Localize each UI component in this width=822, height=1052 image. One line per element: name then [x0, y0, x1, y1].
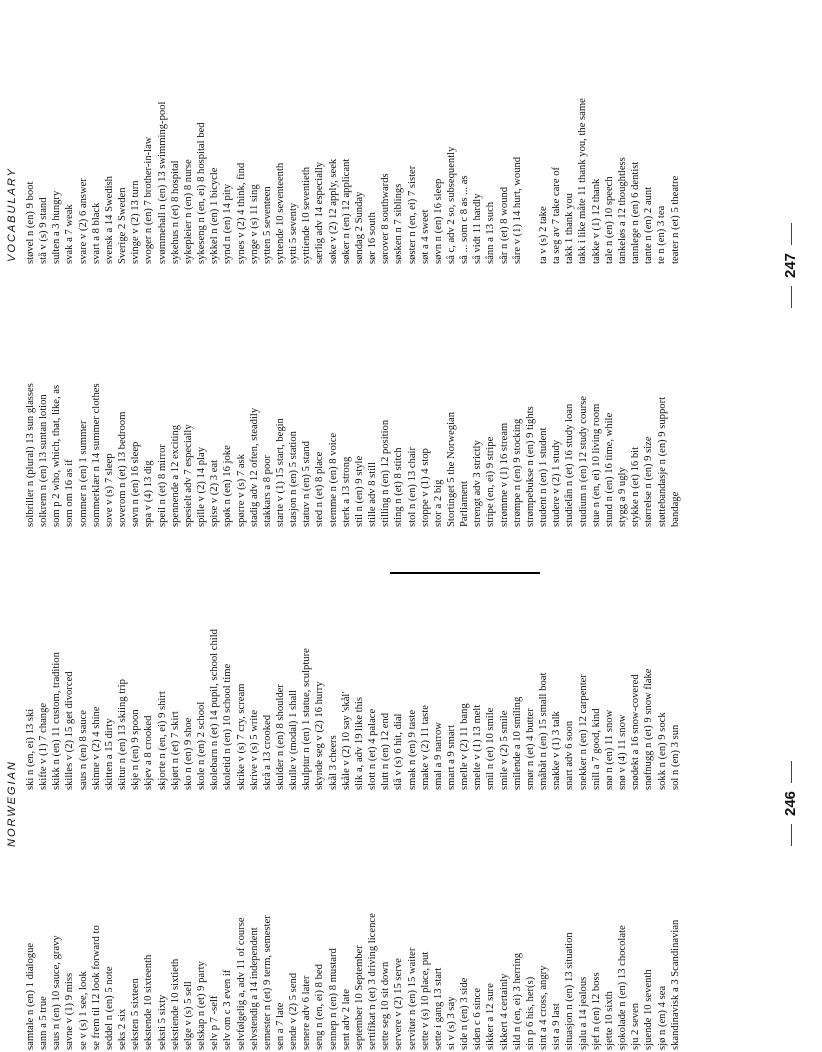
vocab-entry: sytten 5 seventeen: [261, 186, 273, 264]
vocab-entry: takk i like måte 11 thank you, the same: [577, 98, 589, 264]
vocab-entry: søsken n 7 siblings: [393, 183, 405, 264]
vocab-entry: saus n (en) 10 sauce, gravy: [51, 935, 63, 1050]
vocab-entry: seksti 5 sixty: [156, 994, 168, 1050]
vocab-entry: selv p 7 -self: [209, 995, 221, 1050]
vocab-entry: sol n (en) 3 sun: [669, 724, 681, 790]
vocab-entry: stadig adv 12 often, steadily: [248, 407, 260, 527]
vocab-entry: snill a 7 good, kind: [590, 708, 602, 790]
running-header-right: VOCABULARY: [6, 167, 18, 262]
vocab-entry: strømme v (1) 16 stream: [498, 422, 510, 527]
vocab-entry: teater n (et) 5 theatre: [669, 175, 681, 264]
vocab-entry: størrelse n (en) 9 size: [643, 436, 655, 527]
vocab-entry: stå v (s) 9 stand: [38, 197, 50, 264]
vocab-entry: sjø n (en) 4 sea: [656, 985, 668, 1050]
vocab-entry: spesielt adv 7 especially: [182, 424, 194, 527]
vocab-entry: samtale n (en) 1 dialogue: [25, 942, 36, 1050]
vocab-entry: smelle v (2) 11 bang: [459, 703, 471, 790]
vocab-entry: skifte v (1) 7 change: [38, 702, 50, 790]
vocab-entry: skje n (en) 9 spoon: [130, 709, 142, 790]
vocab-entry: spørre v (s) 7 ask: [235, 454, 247, 527]
vocab-entry: selvstendig a 14 independent: [248, 927, 260, 1050]
vocab-entry: skoletid n (en) 10 school time: [222, 663, 234, 790]
vocab-entry: te n (en) 3 tea: [656, 205, 668, 264]
vocab-entry: sekstiende 10 sixtieth: [169, 958, 181, 1050]
vocab-entry: speil n (et) 8 mirror: [156, 444, 168, 527]
vocab-entry: sulten a 3 hungry: [51, 190, 63, 264]
vocab-entry: seksten 5 sixteen: [130, 978, 142, 1050]
vocab-entry: skjørt n (et) 7 skirt: [169, 711, 181, 790]
vocab-entry: sen a 7 late: [274, 1002, 286, 1050]
vocab-entry: studium n (en) 12 study course: [577, 396, 589, 527]
vocab-entry: stil n (en) 9 style: [353, 455, 365, 527]
vocab-entry: støttebandasje n (en) 9 support: [656, 396, 668, 527]
vocabulary-column: [24, 798, 682, 1050]
vocab-entry: så c, adv 2 so, subsequently: [446, 146, 457, 264]
vocab-entry: sette seg 10 sit down: [380, 961, 392, 1050]
vocab-entry: solkrem n (en) 13 suntan lotion: [38, 394, 50, 527]
vocab-entry: skynde seg v (2) 16 hurry: [314, 681, 326, 790]
vocab-entry: selv om c 3 even if: [222, 969, 234, 1050]
vocab-entry: skulptur n (en) 1 statue, sculpture: [301, 648, 313, 790]
vocab-entry: skilles v (2) 15 get divorced: [64, 671, 76, 790]
vocab-entry: sko n (en) 9 shoe: [182, 717, 194, 790]
vocab-entry: Parliament: [459, 481, 471, 527]
vocab-entry: sikkert 4 certainly: [498, 973, 510, 1050]
vocab-entry: seks 2 six: [117, 1008, 129, 1050]
vocab-entry: spille v (2) 14 play: [196, 446, 208, 527]
vocabulary-column: [24, 275, 682, 527]
vocab-entry: student n (en) 1 student: [538, 427, 550, 527]
vocab-entry: synge v (s) 11 sing: [248, 184, 260, 264]
vocab-entry: sint a 4 cross, angry: [538, 965, 550, 1050]
vocab-entry: selvfølgelig a, adv 11 of course: [235, 917, 247, 1050]
vocab-entry: sjef n (en) 12 boss: [590, 972, 602, 1050]
vocab-entry: skandinavisk a 3 Scandinavian: [669, 919, 681, 1050]
vocab-entry: sann a 5 true: [38, 996, 50, 1050]
vocab-entry: søt a 4 sweet: [419, 209, 431, 264]
vocab-entry: servere v (2) 15 serve: [393, 958, 405, 1050]
vocab-entry: stilling n (en) 12 position: [380, 419, 392, 527]
vocab-entry: særlig adv 14 especially: [314, 161, 326, 264]
vocab-entry: savne v (1) 9 miss: [64, 972, 76, 1050]
vocab-entry: ta v (s) 2 take: [537, 206, 549, 264]
vocab-entry: svak a 7 weak: [64, 204, 76, 264]
vocab-entry: søker n (en) 12 applicant: [340, 158, 352, 264]
vocab-entry: sent adv 2 late: [340, 989, 352, 1050]
vocab-entry: sette v (s) 10 place, put: [419, 951, 431, 1050]
vocab-entry: sertifikat n (et) 3 driving licence: [367, 913, 379, 1050]
vocab-entry: slå v (s) 6 hit, dial: [393, 713, 405, 790]
vocab-entry: sterk a 13 strong: [340, 456, 352, 527]
vocab-entry: skole n (en) 2 school: [196, 701, 208, 790]
vocab-entry: seng n (en, ei) 8 bed: [314, 964, 326, 1050]
vocab-entry: smil n (et) 10 smile: [485, 707, 497, 790]
vocab-entry: sjalu a 14 jealous: [577, 976, 589, 1050]
vocab-entry: søndag 2 Sunday: [353, 191, 365, 264]
vocab-entry: stund n (en) 16 time, while: [603, 412, 615, 527]
vocab-entry: så vidt 11 hardly: [472, 193, 484, 264]
vocab-entry: situasjon n (en) 13 situation: [564, 932, 576, 1050]
vocab-entry: tankeløs a 12 thoughtless: [616, 157, 628, 264]
vocab-entry: sykehus n (et) 8 hospital: [169, 160, 181, 264]
vocab-entry: sjokolade n (en) 13 chocolate: [617, 925, 629, 1050]
vocab-entry: skinne v (2) 4 shine: [90, 706, 102, 790]
vocab-entry: skolebarn n (et) 14 pupil, school child: [209, 629, 221, 790]
vocab-entry: semester n (et) 9 term, semester: [261, 915, 273, 1050]
vocab-entry: skjorte n (en, ei) 9 shirt: [156, 691, 168, 790]
vocab-entry: si v (s) 3 say: [446, 996, 457, 1050]
vocab-entry: smak n (en) 9 taste: [406, 709, 418, 790]
vocab-entry: spøk n (en) 16 joke: [222, 445, 234, 527]
vocab-entry: svømmehall n (en) 13 swimming-pool: [156, 101, 168, 264]
vocab-entry: sånn a 13 such: [485, 201, 497, 264]
vocab-entry: svoger n (en) 7 brother-in-law: [143, 136, 155, 264]
vocab-entry: sted n (et) 8 place: [314, 451, 326, 527]
vocab-entry: sykeseng n (en, ei) 8 hospital bed: [196, 122, 208, 264]
vocab-entry: studere v (2) 1 study: [551, 439, 563, 527]
vocab-entry: strømpe n (en) 9 stocking: [511, 418, 523, 527]
vocab-entry: søster n (en, ei) 7 sister: [406, 165, 418, 264]
vocab-entry: stemme n (en) 8 voice: [327, 432, 339, 527]
vocab-entry: sør 16 south: [367, 212, 379, 264]
vocab-entry: syttiende 10 seventieth: [301, 166, 313, 264]
vocab-entry: sørover 8 southwards: [380, 173, 392, 264]
vocab-entry: slik a, adv 19 like this: [353, 697, 365, 790]
vocab-entry: snø v (4) 11 snow: [617, 714, 629, 790]
vocab-entry: studielån n (et) 16 study loan: [564, 403, 576, 527]
vocab-entry: seddel n (en) 5 note: [103, 966, 115, 1050]
vocab-entry: bandage: [669, 491, 681, 527]
vocab-entry: senere adv 6 later: [301, 975, 313, 1050]
vocab-entry: smelte v (1) 13 melt: [472, 704, 484, 790]
vocab-entry: skjev a 8 crooked: [143, 715, 155, 790]
vocab-entry: strengt adv 3 strictly: [472, 440, 484, 527]
vocab-entry: sove v (s) 7 sleep: [103, 453, 115, 527]
vocab-entry: sytti 5 seventy: [288, 202, 300, 264]
vocab-entry: såre v (1) 14 hurt, wound: [511, 156, 523, 264]
vocab-entry: syttende 10 seventeenth: [274, 162, 286, 264]
vocab-entry: skulle v (modal) 1 shall: [288, 689, 300, 790]
vocab-entry: sjuende 10 seventh: [643, 969, 655, 1050]
vocab-entry: strømpebukse n (en) 9 tights: [524, 406, 536, 527]
vocab-entry: skåle v (2) 10 say 'skål': [340, 691, 352, 790]
vocab-entry: sende v (2) 5 send: [288, 972, 300, 1050]
vocab-entry: tale n (en) 10 speech: [603, 176, 615, 264]
vocab-entry: svare v (2) 6 answer: [77, 178, 89, 264]
vocab-entry: sennep n (en) 8 mustard: [327, 948, 339, 1050]
vocab-entry: stoppe v (1) 4 stop: [419, 448, 431, 527]
vocab-entry: snødekt a 16 snow-covered: [630, 674, 642, 790]
vocab-entry: snart adv 6 soon: [564, 720, 576, 790]
vocab-entry: sild n (en, ei) 3 herring: [511, 952, 523, 1050]
vocab-entry: sting n (et) 8 stitch: [393, 447, 405, 527]
vocab-entry: snekker n (en) 12 carpenter: [577, 674, 589, 790]
vocab-entry: smart a 9 smart: [446, 724, 457, 790]
vocab-entry: skrive v (s) 5 write: [248, 709, 260, 790]
vocab-entry: skrike v (s) 7 cry, scream: [235, 683, 247, 790]
vocab-entry: skitur n (en) 13 skiing trip: [117, 679, 129, 790]
vocab-entry: smile v (2) 5 smile: [498, 710, 510, 790]
vocab-entry: starte v (1) 15 start, begin: [274, 418, 286, 527]
vocab-entry: Stortinget 5 the Norwegian: [446, 411, 457, 527]
vocab-entry: skulder n (en) 8 shoulder: [274, 684, 286, 790]
vocab-entry: søke v (2) 12 apply, seek: [327, 158, 339, 264]
vocab-entry: skitten a 15 dirty: [103, 718, 115, 790]
vocab-entry: tannlege n (en) 6 dentist: [630, 161, 642, 264]
vocab-entry: ta seg av 7 take care of: [551, 166, 563, 264]
vocab-entry: skrå a 13 crooked: [261, 714, 273, 790]
running-header-left: NORWEGIAN: [6, 760, 18, 847]
vocab-entry: se frem til 12 look forward to: [90, 925, 102, 1050]
vocab-entry: servitør n (en) 15 waiter: [406, 947, 418, 1050]
vocab-entry: soverom n (et) 13 bedroom: [117, 411, 129, 527]
vocab-entry: stasjon n (en) 5 station: [288, 431, 300, 527]
vocab-entry: spennende a 12 exciting: [169, 424, 181, 527]
vocab-entry: stygg a 9 ugly: [617, 467, 629, 527]
vocab-entry: skikk n (en) 11 custom, tradition: [51, 652, 63, 790]
vocab-entry: september 10 September: [353, 945, 365, 1050]
vocab-entry: tante n (en) 2 aunt: [643, 186, 655, 264]
vocab-entry: snøfnugg n (et) 9 snow flake: [643, 668, 655, 790]
vocab-entry: svart a 8 black: [90, 202, 102, 264]
vocab-entry: stakkars a 8 poor: [261, 454, 273, 527]
vocab-entry: smør n (et) 4 butter: [524, 708, 536, 790]
vocabulary-column: [24, 12, 682, 264]
vocab-entry: statuv n (en) 5 stand: [301, 441, 313, 527]
vocab-entry: slott n (et) 4 palace: [367, 708, 379, 790]
vocab-entry: sju 2 seven: [630, 1002, 642, 1050]
binding-shadow: [390, 572, 540, 574]
vocab-entry: ski n (en, ei) 13 ski: [25, 708, 36, 790]
vocab-entry: solbriller n (plural) 13 sun glasses: [25, 383, 36, 527]
vocab-entry: som p 2 who, which, that, like, as: [51, 384, 63, 527]
vocab-entry: stripe (en, ei) 9 stripe: [485, 436, 497, 527]
vocab-entry: sokk n (en) 9 sock: [656, 712, 668, 790]
vocab-entry: saus n (en) 8 sauce: [77, 709, 89, 790]
vocab-entry: sommerklær n 14 summer clothes: [90, 383, 102, 527]
vocab-entry: svensk a 14 Swedish: [103, 176, 115, 264]
vocab-entry: søvn n (en) 16 sleep: [130, 441, 142, 527]
vocab-entry: som om 16 as if: [64, 459, 76, 527]
vocab-entry: selskap n (et) 9 party: [196, 961, 208, 1050]
vocab-entry: så ... som c 8 as ... as: [459, 175, 471, 264]
vocab-entry: smal a 9 narrow: [432, 722, 444, 790]
vocab-entry: stor a 2 big: [432, 479, 444, 527]
vocab-entry: sommer n (en) 1 summer: [77, 420, 89, 527]
page-number-right: 247: [782, 215, 799, 316]
vocab-entry: takk 1 thank you: [564, 193, 576, 264]
vocab-entry: småbåt n (en) 15 small boat: [538, 672, 550, 790]
page-number-left: 246: [782, 753, 799, 854]
vocab-entry: synd n (en) 14 pity: [222, 183, 234, 264]
vocab-entry: sin p 6 his, her(s): [524, 976, 536, 1050]
vocab-entry: side n (en) 3 side: [459, 977, 471, 1050]
vocab-entry: sykepleier n (en) 8 nurse: [182, 159, 194, 264]
vocab-entry: stol n (en) 13 chair: [406, 446, 418, 527]
vocab-entry: snø n (en) 11 snow: [603, 709, 615, 790]
vocab-entry: stille adv 8 still: [367, 461, 379, 527]
vocab-entry: smake v (2) 11 taste: [419, 705, 431, 790]
vocab-entry: synes v (2) 4 think, find: [235, 162, 247, 264]
vocab-entry: sette i gang 13 start: [432, 967, 444, 1050]
vocab-entry: se v (s) 1 see, look: [77, 971, 89, 1050]
vocab-entry: sykkel n (en) 1 bicycle: [209, 167, 221, 264]
vocab-entry: sist a 9 last: [551, 1003, 563, 1050]
vocab-entry: spise v (2) 3 eat: [209, 459, 221, 527]
vocab-entry: sjette 10 sixth: [603, 991, 615, 1050]
vocab-entry: stykke n (et) 16 bit: [630, 446, 642, 527]
vocab-entry: skål 3 cheers: [327, 735, 339, 790]
vocab-entry: siden c 6 since: [472, 987, 484, 1050]
vocab-entry: snakke v (1) 3 talk: [551, 711, 563, 790]
vocabulary-column: [24, 538, 682, 790]
vocab-entry: smilende a 10 smiling: [511, 696, 523, 790]
vocab-entry: spa v (4) 13 dig: [143, 460, 155, 527]
vocab-entry: Sverige 2 Sweden: [117, 187, 129, 264]
vocab-entry: sikker a 12 sure: [485, 983, 497, 1050]
vocab-entry: sekstende 10 sixteenth: [143, 954, 155, 1050]
vocab-entry: søvn n (en) 16 sleep: [432, 178, 444, 264]
vocab-entry: slutt n (en) 12 end: [380, 712, 392, 790]
vocab-entry: støvel n (en) 9 boot: [25, 181, 36, 264]
vocab-entry: stue n (en, ei) 10 living room: [590, 403, 602, 527]
vocab-entry: selge v (s) 5 sell: [182, 981, 194, 1050]
vocab-entry: sår n (et) 8 wound: [498, 186, 510, 264]
vocab-entry: takke v (1) 12 thank: [590, 178, 602, 264]
vocab-entry: svinge v (2) 13 turn: [130, 180, 142, 264]
